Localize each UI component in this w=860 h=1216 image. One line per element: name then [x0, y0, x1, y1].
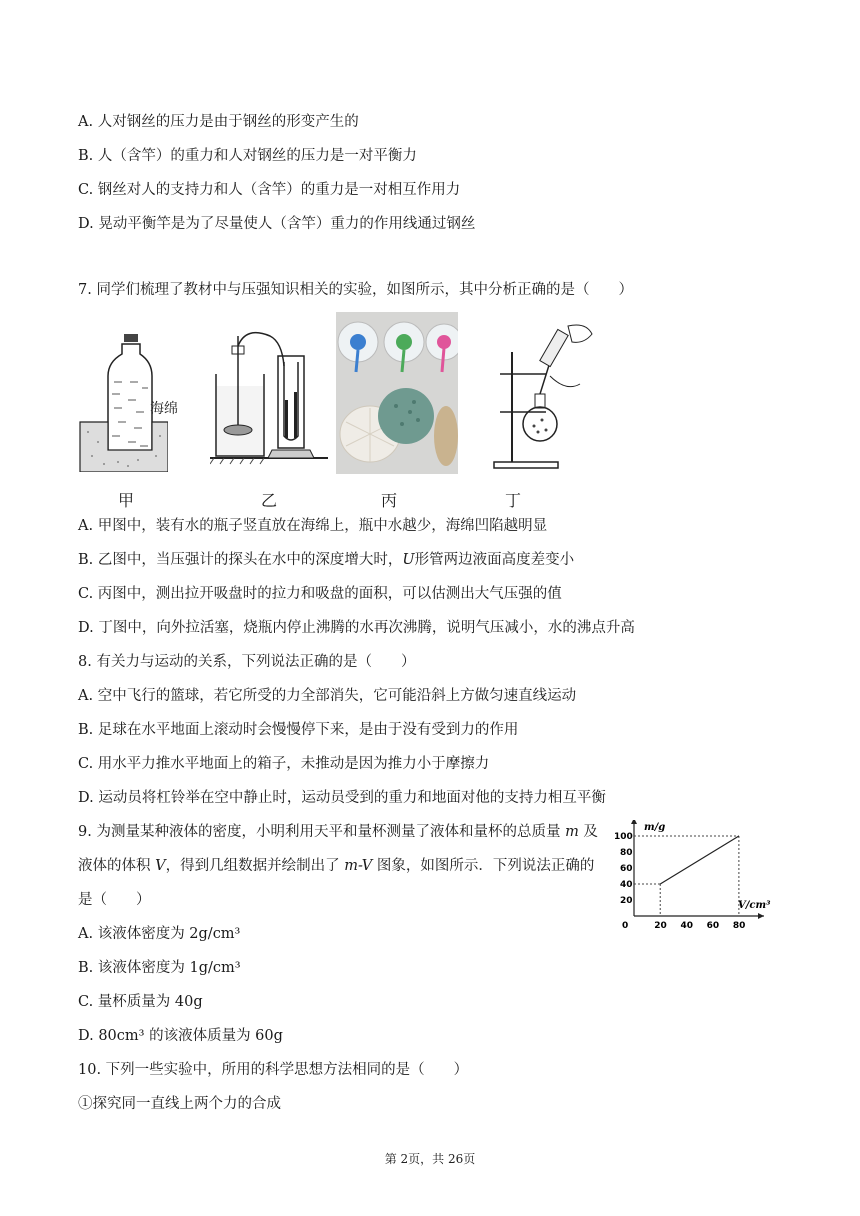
q9-option-d: D. 80cm³ 的该液体质量为 60g: [78, 1028, 283, 1044]
q9-option-c: C. 量杯质量为 40g: [78, 994, 203, 1010]
q8-option-a: A. 空中飞行的篮球，若它所受的力全部消失，它可能沿斜上方做匀速直线运动: [78, 688, 577, 704]
series-line: [660, 836, 739, 884]
x-axis-label: V/cm³: [738, 900, 771, 911]
x-tick-label: 60: [706, 921, 720, 930]
page-footer: 第 2页，共 26页: [384, 1152, 476, 1166]
q8-option-b: B. 足球在水平地面上滚动时会慢慢停下来，是由于没有受到力的作用: [78, 722, 519, 738]
y-tick-label: 60: [620, 864, 633, 874]
q6-option-b: B. 人（含竿）的重力和人对钢丝的压力是一对平衡力: [78, 148, 417, 164]
y-tick-label: 80: [620, 848, 633, 858]
x-tick-label: 0: [622, 921, 629, 930]
q10-stem: 10. 下列一些实验中，所用的科学思想方法相同的是（ ）: [78, 1062, 469, 1078]
q7-figures: [78, 312, 522, 512]
q7-option-d: D. 丁图中，向外拉活塞，烧瓶内停止沸腾的水再次沸腾，说明气压减小，水的沸点升高: [78, 620, 635, 636]
q10-item-1: ①探究同一直线上两个力的合成: [78, 1096, 281, 1112]
q6-option-d: D. 晃动平衡竿是为了尽量使人（含竿）重力的作用线通过钢丝: [78, 216, 476, 232]
caption-jia: 甲: [118, 491, 135, 510]
q6-option-a: A. 人对钢丝的压力是由于钢丝的形变产生的: [78, 114, 359, 130]
q9-stem-line1: 9. 为测量某种液体的密度，小明利用天平和量杯测量了液体和量杯的总质量 m 及: [78, 824, 598, 840]
y-tick-label: 100: [614, 832, 633, 842]
x-tick-label: 20: [654, 921, 667, 930]
figure-bing-suction-cups: [336, 312, 458, 474]
q9-stem-line3: 是（ ）: [78, 892, 151, 908]
q7-option-b: B. 乙图中，当压强计的探头在水中的深度增大时，U形管两边液面高度差变小: [78, 552, 575, 568]
caption-ding: 丁: [505, 491, 522, 510]
m-v-graph: [612, 820, 782, 930]
figure-yi-pressure-gauge: [210, 326, 328, 466]
q9-stem-line2: 液体的体积 V，得到几组数据并绘制出了 m-V 图象，如图所示．下列说法正确的: [78, 858, 595, 874]
x-tick-label: 40: [680, 921, 693, 930]
q7-stem: 7. 同学们梳理了教材中与压强知识相关的实验，如图所示，其中分析正确的是（ ）: [78, 282, 633, 298]
q7-option-c: C. 丙图中，测出拉开吸盘时的拉力和吸盘的面积，可以估测出大气压强的值: [78, 586, 562, 602]
q8-stem: 8. 有关力与运动的关系，下列说法正确的是（ ）: [78, 654, 416, 670]
q8-option-c: C. 用水平力推水平地面上的箱子，未推动是因为推力小于摩擦力: [78, 756, 490, 772]
y-tick-label: 40: [620, 880, 633, 890]
x-tick-label: 80: [732, 921, 746, 930]
sponge-label: 海绵: [150, 401, 178, 417]
q9-option-b: B. 该液体密度为 1g/cm³: [78, 960, 241, 976]
q6-option-c: C. 钢丝对人的支持力和人（含竿）的重力是一对相互作用力: [78, 182, 461, 198]
caption-yi: 乙: [261, 491, 278, 510]
y-axis-label: m/g: [644, 822, 666, 833]
figure-ding-flask-syringe: [488, 322, 598, 472]
y-tick-label: 20: [620, 896, 633, 906]
q8-option-d: D. 运动员将杠铃举在空中静止时，运动员受到的重力和地面对他的支持力相互平衡: [78, 790, 606, 806]
x-axis-arrow: [758, 913, 764, 919]
q7-option-a: A. 甲图中，装有水的瓶子竖直放在海绵上，瓶中水越少，海绵凹陷越明显: [78, 518, 548, 534]
y-axis-arrow: [631, 820, 637, 824]
q9-option-a: A. 该液体密度为 2g/cm³: [78, 926, 241, 942]
caption-bing: 丙: [381, 491, 398, 510]
